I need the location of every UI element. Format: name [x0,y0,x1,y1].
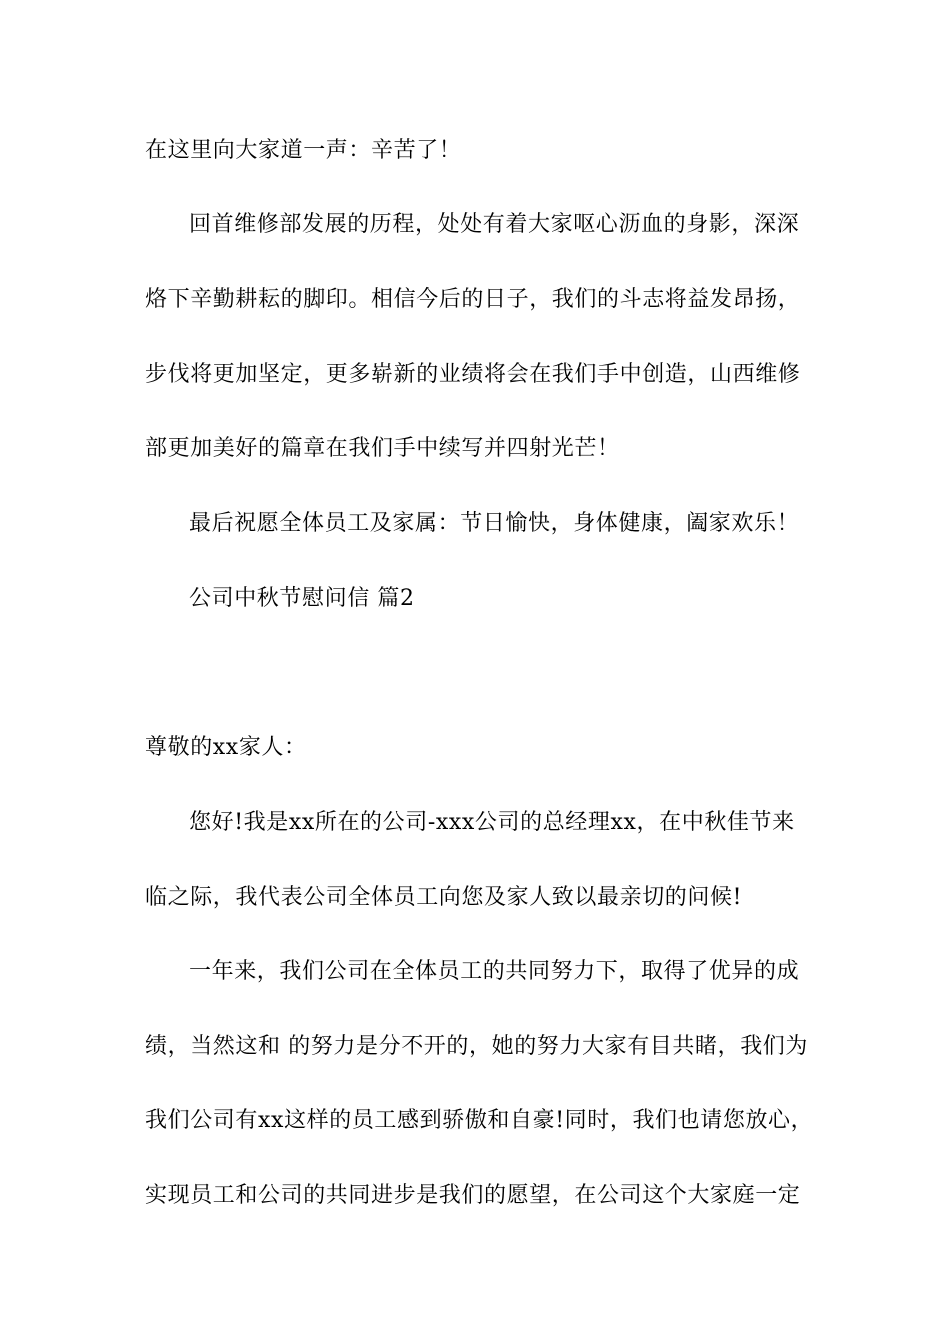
paragraph-line: 最后祝愿全体员工及家属：节日愉快，身体健康，阖家欢乐！ [189,511,800,536]
paragraph-line: 步伐将更加坚定，更多崭新的业绩将会在我们手中创造，山西维修 [145,362,801,387]
salutation: 尊敬的xx家人： [145,735,307,760]
paragraph-line: 临之际，我代表公司全体员工向您及家人致以最亲切的问候! [145,885,743,910]
paragraph-line: 回首维修部发展的历程，处处有着大家呕心沥血的身影，深深 [189,212,800,237]
paragraph-line: 绩，当然这和 的努力是分不开的，她的努力大家有目共睹，我们为 [145,1034,808,1059]
paragraph-line: 我们公司有xx这样的员工感到骄傲和自豪!同时，我们也请您放心， [145,1108,814,1133]
paragraph-line: 部更加美好的篇章在我们手中续写并四射光芒！ [145,436,620,461]
paragraph-line: 在这里向大家道一声：辛苦了！ [145,138,462,163]
paragraph-line: 一年来，我们公司在全体员工的共同努力下，取得了优异的成 [189,959,800,984]
section-heading: 公司中秋节慰问信 篇2 [189,586,415,611]
paragraph-line: 实现员工和公司的共同进步是我们的愿望，在公司这个大家庭一定 [145,1183,801,1208]
paragraph-line: 您好!我是xx所在的公司-xxx公司的总经理xx，在中秋佳节来 [189,810,795,835]
paragraph-line: 烙下辛勤耕耘的脚印。相信今后的日子，我们的斗志将益发昂扬， [145,287,801,312]
